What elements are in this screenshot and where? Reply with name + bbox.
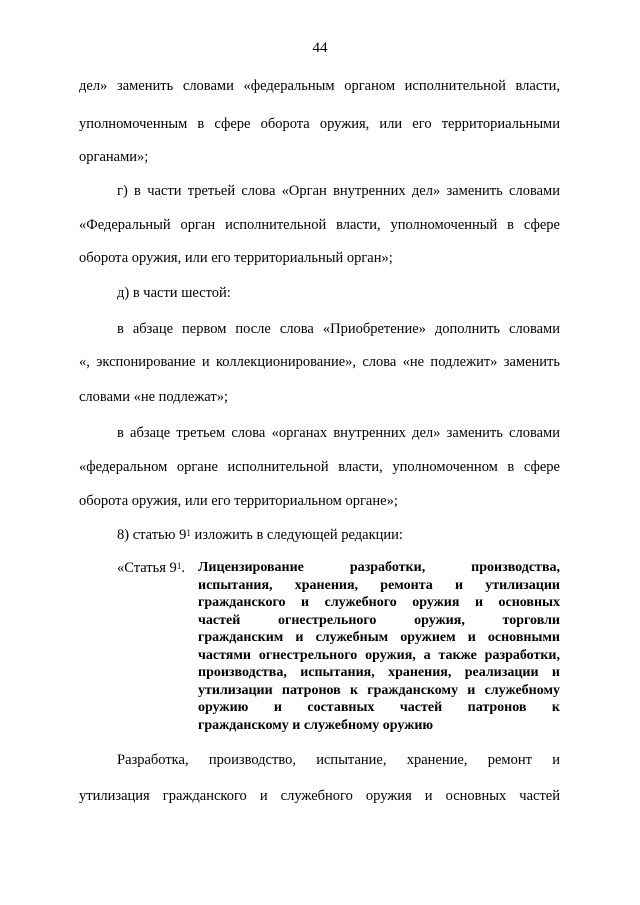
article-title-line: частями огнестрельного оружия, а также разработки, (198, 647, 560, 663)
article-label-text: «Статья 9 (117, 560, 177, 576)
text-line: «, экспонирование и коллекционирование», слова «не подлежит» заменить (79, 354, 560, 370)
text-line: г) в части третьей слова «Орган внутренних дел» заменить словами (117, 183, 560, 199)
text-line: органами»; (79, 149, 149, 165)
text-line: «Федеральный орган исполнительной власти, уполномоченный в сфере (79, 217, 560, 233)
text-line: в абзаце первом после слова «Приобретение» дополнить словами (117, 321, 560, 337)
text-fragment: изложить в следующей редакции: (190, 527, 403, 543)
article-title-line: гражданским и служебным оружием и основными (198, 630, 560, 645)
text-line: словами «не подлежат»; (79, 389, 228, 405)
superscript: 1 (176, 561, 182, 571)
text-line: утилизация гражданского и служебного оружия и основных частей (79, 788, 560, 804)
article-title-line: гражданского и служебного оружия и основных (198, 595, 560, 610)
article-title-line: оружию и составных частей патронов к (198, 700, 560, 715)
article-title-line: гражданскому и служебному оружию (198, 717, 434, 733)
text-line (117, 526, 403, 544)
text-fragment: 8) статью 9 (117, 527, 187, 543)
text-line: в абзаце третьем слова «органах внутренних дел» заменить словами (117, 425, 560, 441)
article-title (198, 559, 560, 734)
article-label-dot: . (181, 560, 185, 576)
text-line: уполномоченным в сфере оборота оружия, или его территориальными (79, 116, 560, 132)
text-line: оборота оружия, или его территориальном органе»; (79, 493, 398, 509)
superscript: 1 (186, 528, 191, 538)
page-number: 44 (312, 40, 328, 56)
text-line: дел» заменить словами «федеральным органом исполнительной власти, (79, 78, 560, 94)
text-line: д) в части шестой: (117, 285, 231, 301)
article-title-line: испытания, хранения, ремонта и утилизации (198, 577, 560, 593)
article-title-line: частей огнестрельного оружия, торговли (198, 612, 560, 628)
text-line: «федеральном органе исполнительной власти, уполномоченном в сфере (79, 459, 560, 475)
article-title-line: производства, испытания, хранения, реализации и (198, 665, 560, 680)
article-label (117, 559, 185, 577)
article-title-line: Лицензирование разработки, производства, (198, 560, 560, 575)
text-line: Разработка, производство, испытание, хранение, ремонт и (117, 752, 560, 768)
text-line: оборота оружия, или его территориальный орган»; (79, 250, 393, 266)
article-title-line: утилизации патронов к гражданскому и служебному (198, 682, 560, 698)
